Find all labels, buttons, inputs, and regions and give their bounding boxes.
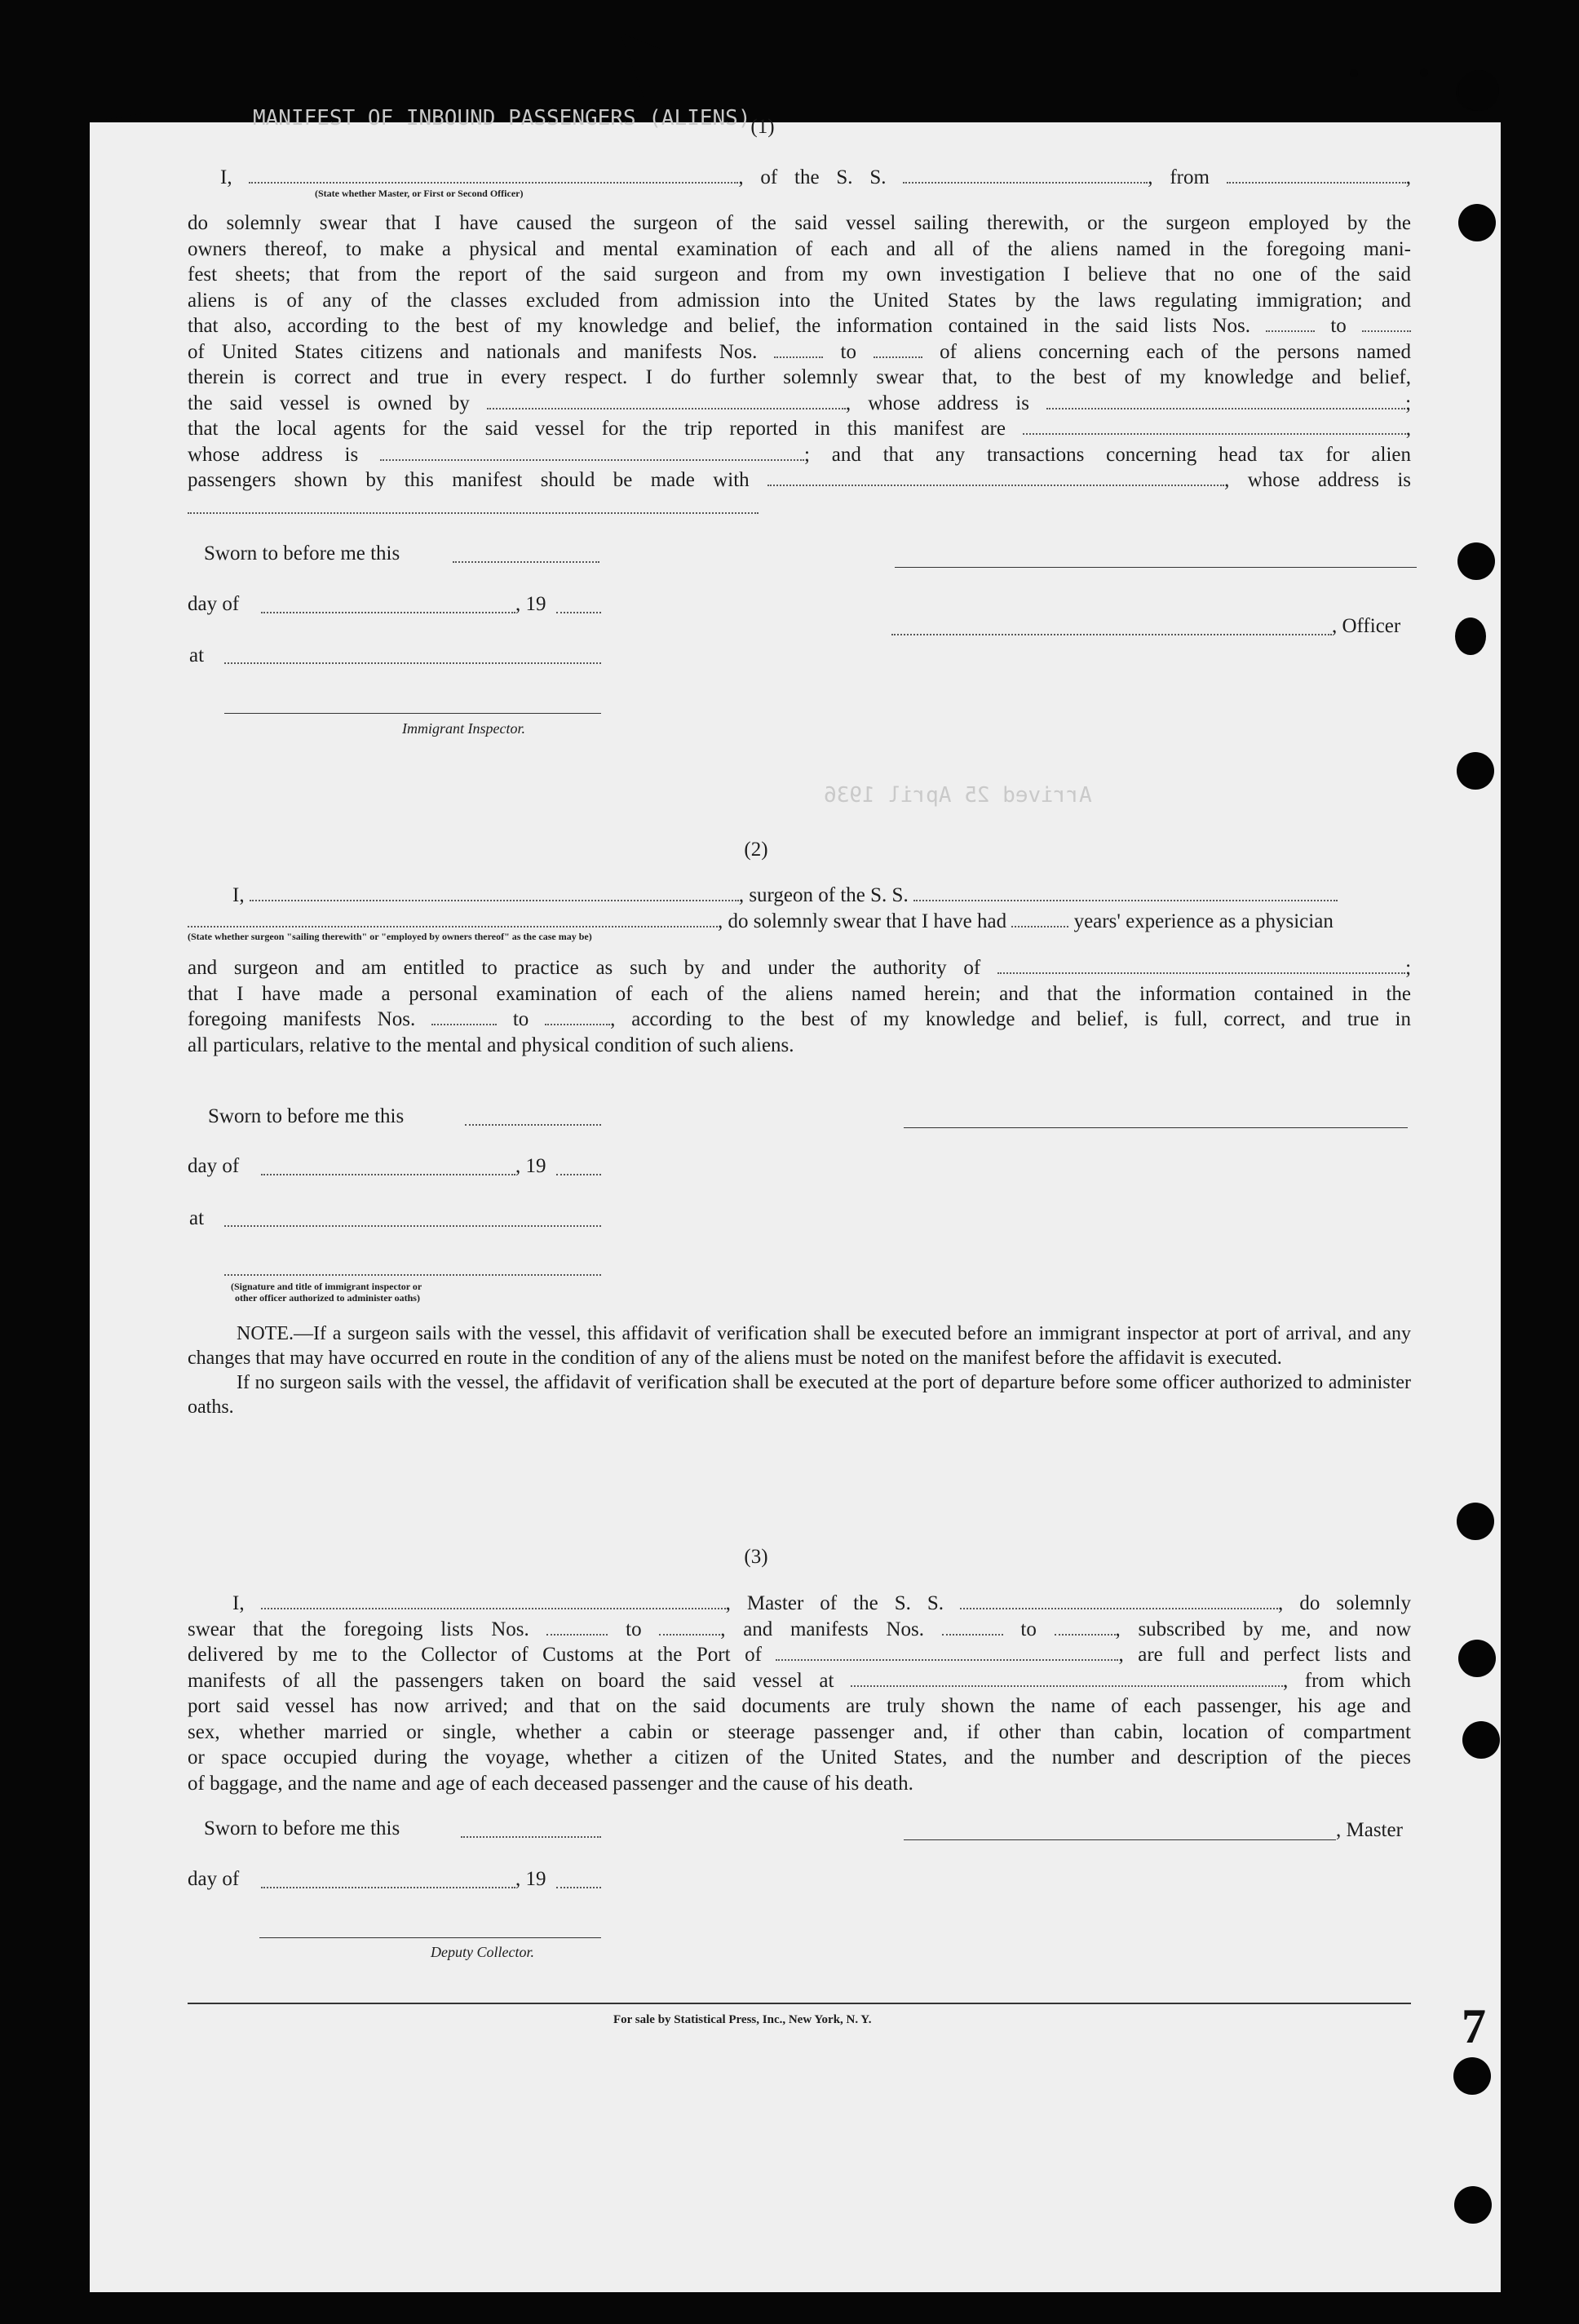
punch-hole [1455,618,1486,655]
sworn-label: Sworn to before me this [208,1105,405,1127]
publisher-footer: For sale by Statistical Press, Inc., New York, N. Y. [613,2013,872,2026]
officer-name-signature-field[interactable] [891,634,1332,635]
master-name-field[interactable] [261,1591,726,1609]
lists-to-field[interactable] [659,1618,720,1636]
bleed-through-text: MANIFEST OF INBOUND PASSENGERS (ALIENS) [253,106,751,131]
year-field[interactable] [556,1174,601,1175]
manifest-affidavit-page [90,106,1501,2292]
manifests-from-field[interactable] [942,1618,1003,1636]
vessel-owner-field[interactable] [487,392,846,409]
year-field[interactable] [556,612,601,613]
surgeon-note: (State whether surgeon "sailing therewith" or "employed by owners thereof" as the case may be) [188,931,592,942]
punch-hole [1457,752,1494,790]
punch-hole [1457,542,1495,580]
punch-hole [1462,1721,1500,1759]
sworn-label: Sworn to before me this [204,1817,400,1839]
section-1-number: (1) [750,116,775,138]
master-label: , Master [1336,1819,1403,1841]
sworn-day-field[interactable] [461,1836,601,1838]
agents-address-field[interactable] [380,443,804,461]
verification-note: NOTE.—If a surgeon sails with the vessel, this affidavit of verification shall be executed before an immigrant inspector at port of arrival, and any changes that may have occurred en route in the condition of any of the aliens must be noted on the manifest before the affidavit is executed. If no surgeon sails with the vessel, the affidavit of verification shall be executed at the port of departure before some officer authorized to administer oaths. [188,1323,1411,1418]
section-3-body: I, , Master of the S. S. , do solemnly swear that the foregoing lists Nos. to , and manifests Nos. to , subscribed by me, and now delivered by me to the Collector of Customs at the Port of , are full and perfect lists and manifests of all the passengers taken on board the said vessel at , from which port said vessel has now arrived; and that on the said documents are truly shown the name of each passenger, his age and sex, whether married or single, whether a cabin or steerage passenger and, if other than cabin, location of compartment or space occupied during the voyage, whether a citizen of the United States, and the number and description of the pieces of baggage, and the name and age of each deceased passenger and the cause of his death. [188,1592,1412,1795]
footer-rule [188,2003,1411,2004]
owner-address-field[interactable] [1046,392,1405,409]
year-label: , 19 [515,593,546,615]
local-agents-field[interactable] [1023,417,1406,435]
manifests-to-field[interactable] [1055,1618,1116,1636]
address-continuation-field[interactable] [188,512,759,514]
day-of-label: day of [188,593,240,615]
years-experience-field[interactable] [1011,910,1068,927]
from-port-field[interactable] [1227,166,1406,184]
day-of-label: day of [188,1155,240,1177]
port-field[interactable] [776,1643,1118,1661]
punch-hole [1454,2186,1492,2224]
officer-signature-line[interactable] [895,567,1417,568]
officer-note: (State whether Master, or First or Second Officer) [315,188,524,199]
head-tax-contact-field[interactable] [767,468,1224,486]
signature-note: other officer authorized to administer oaths) [235,1292,420,1304]
page-number: 7 [1462,1999,1486,2053]
citizen-list-to-field[interactable] [1362,314,1411,332]
signature-note: (Signature and title of immigrant inspector or [231,1281,422,1292]
year-field[interactable] [556,1887,601,1888]
collector-signature-line[interactable] [259,1937,601,1938]
practice-authority-field[interactable] [997,956,1405,974]
punch-hole [1458,204,1496,241]
sworn-day-field[interactable] [465,1124,601,1126]
surgeon-name-field[interactable] [250,883,739,901]
section-3-number: (3) [744,1546,768,1568]
punch-hole [1458,1640,1496,1677]
master-signature-line[interactable] [904,1839,1336,1840]
surgeon-manifest-from-field[interactable] [431,1007,497,1025]
alien-manifest-from-field[interactable] [774,340,823,358]
at-place-field[interactable] [224,1225,601,1227]
punch-hole [1458,70,1499,111]
punch-hole [1453,2057,1491,2095]
punch-hole [1457,1503,1494,1540]
sworn-label: Sworn to before me this [204,542,400,564]
section-2-number: (2) [744,839,768,861]
at-label: at [189,644,205,666]
inspector-signature-line[interactable] [224,713,601,714]
section-2-body: and surgeon and am entitled to practice as such by and under the authority of ; that I have made a personal examination of each of the aliens named herein; and that the information contained in the foregoing manifests Nos. to , according to the best of my knowledge and belief, is full, correct, and true in all particulars, relative to the mental and physical condition of such aliens. [188,957,1412,1056]
officer-label: , Officer [1332,615,1401,637]
inspector-caption: Immigrant Inspector. [402,720,525,737]
vessel-name-field[interactable] [903,166,1148,184]
month-field[interactable] [261,1887,515,1888]
collector-caption: Deputy Collector. [431,1944,534,1960]
surgeon-signature-line[interactable] [904,1127,1408,1128]
boarding-port-field[interactable] [851,1669,1283,1687]
at-label: at [189,1207,205,1229]
master-vessel-field[interactable] [960,1591,1278,1609]
month-field[interactable] [261,1174,515,1175]
inspector-signature-field[interactable] [224,1274,601,1276]
punch-hole [1420,69,1428,77]
surgeon-vessel-field[interactable] [913,883,1338,901]
year-label: , 19 [515,1868,546,1890]
surgeon-manifest-to-field[interactable] [545,1007,610,1025]
lists-from-field[interactable] [546,1618,608,1636]
bleed-through-text: Arrived 25 April 1936 [824,783,1092,808]
section-1-first-line: I, , of the S. S. , from , [220,166,1411,188]
month-field[interactable] [261,612,515,613]
section-1-body: do solemnly swear that I have caused the surgeon of the said vessel sailing therewith, or the surgeon employed by the owners thereof, to make a physical and mental examination of each and all of the aliens named in the foregoing mani- fest sheets; that from the report of the said surgeon and from my own investigation I believe that no one of the said aliens is of any of the classes excluded from admission into the United States by the laws regulating immigration; and that also, according to the best of my knowledge and belief, the information contained in the said lists Nos. to of United States citizens and nationals and manifests Nos. to of aliens concerning each of the persons named therein is correct and true in every respect. I do further solemnly swear that, to the best of my knowledge and belief, the said vessel is owned by , whose address is ; that the local agents for the said vessel for the trip reported in this manifest are , whose address is ; and that any transactions concerning head tax for alien passengers shown by this manifest should be made with , whose address is [188,212,1412,491]
year-label: , 19 [515,1155,546,1177]
section-2-first-line: I, , surgeon of the S. S. , do solemnly swear that I have had years' experience as a physician [188,883,1411,934]
citizen-list-from-field[interactable] [1266,314,1315,332]
officer-name-field[interactable] [249,166,738,184]
punch-hole [1350,69,1358,77]
sworn-day-field[interactable] [453,561,599,563]
at-place-field[interactable] [224,662,601,664]
surgeon-status-field[interactable] [188,910,718,927]
day-of-label: day of [188,1868,240,1890]
alien-manifest-to-field[interactable] [874,340,922,358]
